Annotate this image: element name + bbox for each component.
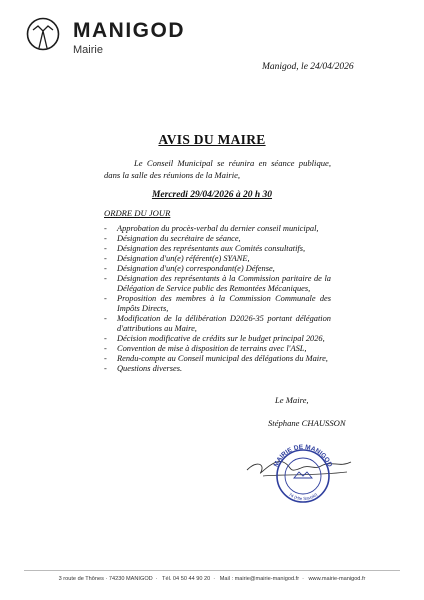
page-title: AVIS DU MAIRE — [158, 132, 266, 147]
seal-text-bottom: 74 (Hte Savoie) — [287, 491, 319, 502]
agenda-bullet: - — [104, 294, 107, 303]
agenda-item-text: Modification de la délibération D2026-35 portant délégation d'attributions au Maire, — [117, 314, 331, 333]
agenda-item-text: Rendu-compte au Conseil municipal des délégations du Maire, — [117, 354, 328, 363]
agenda-item — [104, 334, 331, 344]
agenda-bullet: - — [104, 264, 107, 273]
agenda-bullet: - — [104, 234, 107, 243]
signature-role: Le Maire, — [275, 395, 309, 405]
agenda-item-text: Désignation du secrétaire de séance, — [117, 234, 241, 243]
agenda-item — [104, 264, 331, 274]
agenda-bullet: - — [104, 254, 107, 263]
agenda-item-text: Approbation du procès-verbal du dernier conseil municipal, — [117, 224, 319, 233]
agenda-bullet: - — [104, 344, 107, 353]
agenda-item-text: Désignation des représentants aux Comités consultatifs, — [117, 244, 306, 253]
intro-paragraph: Le Conseil Municipal se réunira en séance publique, dans la salle des réunions de la Mairie, — [104, 158, 331, 180]
brand-subtitle: Mairie — [73, 44, 103, 56]
agenda-item — [104, 234, 331, 244]
brand-block — [73, 20, 185, 56]
agenda-heading: ORDRE DU JOUR — [104, 208, 171, 218]
agenda-item-text: Désignation d'un(e) correspondant(e) Défense, — [117, 264, 275, 273]
mountain-circle-icon — [26, 17, 60, 51]
agenda-bullet: - — [104, 354, 107, 363]
agenda-bullet: - — [104, 364, 107, 373]
agenda-item — [104, 354, 331, 364]
agenda-item — [104, 254, 331, 264]
agenda-item-text: Désignation des représentants à la Commission paritaire de la Délégation de Service public des Remontées Mécaniques, — [117, 274, 331, 293]
footer-phone: Tél. 04 50 44 90 20 — [162, 576, 211, 582]
mayor-seal-stamp — [243, 440, 363, 504]
agenda-bullet: - — [104, 274, 107, 283]
agenda-bullet: - — [104, 244, 107, 253]
agenda-item — [104, 314, 331, 334]
footer: 3 route de Thônes · 74230 MANIGOD · Tél. 04 50 44 90 20 · Mail : mairie@mairie-manigod.fr · www.mairie-manigod.fr — [58, 576, 366, 582]
agenda-item-text: Convention de mise à disposition de terrains avec l'ASL, — [117, 344, 307, 353]
agenda-item — [104, 344, 331, 354]
meeting-datetime: Mercredi 29/04/2026 à 20 h 30 — [151, 190, 273, 200]
agenda-bullet: - — [104, 334, 107, 343]
brand-name: MANIGOD — [73, 19, 185, 42]
seal-text-top: MAIRIE DE MANIGOD — [272, 443, 334, 469]
agenda-bullet: - — [104, 224, 107, 233]
agenda-item-text: Décision modificative de crédits sur le budget principal 2026, — [117, 334, 325, 343]
agenda-item-text: Proposition des membres à la Commission Communale des Impôts Directs, — [117, 294, 331, 313]
agenda-item — [104, 274, 331, 294]
footer-email[interactable]: Mail : mairie@mairie-manigod.fr — [219, 576, 300, 582]
footer-divider — [24, 570, 400, 571]
footer-address: 3 route de Thônes · 74230 MANIGOD — [58, 576, 153, 582]
agenda-list — [104, 224, 331, 374]
agenda-item — [104, 364, 331, 374]
signature-name: Stéphane CHAUSSON — [268, 418, 346, 428]
date-line: Manigod, le 24/04/2026 — [262, 62, 354, 72]
agenda-item-text: Désignation d'un(e) référent(e) SYANE, — [117, 254, 250, 263]
footer-website[interactable]: www.mairie-manigod.fr — [308, 576, 366, 582]
agenda-item-text: Questions diverses. — [117, 364, 183, 373]
agenda-item — [104, 244, 331, 254]
agenda-item — [104, 294, 331, 314]
agenda-item — [104, 224, 331, 234]
agenda-bullet: - — [104, 314, 107, 323]
